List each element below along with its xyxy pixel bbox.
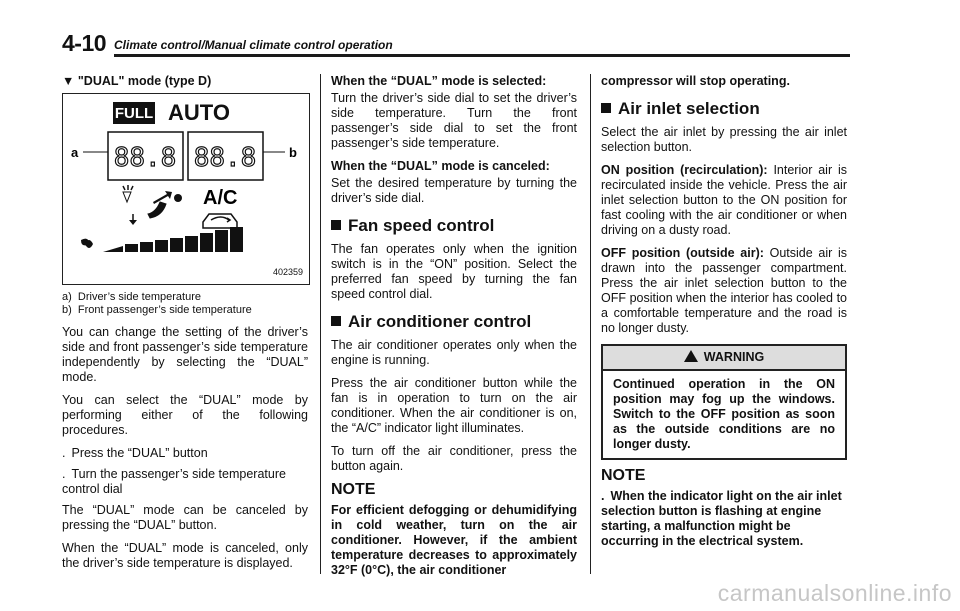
fan-speed-icon — [81, 239, 93, 248]
bullet-marker-icon: ▼ — [62, 74, 75, 88]
section-heading-text: Air conditioner control — [348, 312, 532, 331]
note-heading: NOTE — [331, 481, 376, 498]
list-item-text: Turn the passenger’s side temperature control dial — [62, 467, 286, 496]
warning-title: WARNING — [703, 350, 765, 364]
bullet-icon: . — [601, 489, 605, 503]
list-item — [601, 489, 847, 549]
section-heading — [331, 216, 577, 236]
off-position-label: OFF position (outside air): — [601, 246, 764, 260]
airflow-mode-icon — [123, 185, 182, 225]
square-bullet-icon — [331, 220, 341, 230]
list-item — [62, 467, 308, 497]
column-3 — [601, 74, 847, 555]
warning-box — [601, 344, 847, 460]
note-text: When the indicator light on the air inlet selection button is flashing at engine starting, a malfunction might be occurring in the electrical system. — [601, 489, 842, 548]
dual-mode-display-figure — [62, 93, 310, 285]
passenger-temp-segments: 88.8 — [193, 143, 257, 173]
column-2 — [331, 74, 577, 586]
car-recirculation-icon — [203, 214, 237, 228]
continued-text: compressor will stop operating. — [601, 74, 790, 88]
column-1 — [62, 74, 308, 579]
paragraph — [601, 163, 847, 238]
page-header — [62, 30, 850, 60]
page-title: Climate control/Manual climate control operation — [114, 38, 393, 52]
square-bullet-icon — [331, 316, 341, 326]
list-item-text: Press the “DUAL” button — [71, 446, 208, 460]
on-position-label: ON position (recirculation): — [601, 163, 768, 177]
figure-captions — [62, 291, 308, 317]
caption-b: b) Front passenger’s side temperature — [62, 304, 252, 316]
on-position-text: Interior air is recirculated inside the vehicle. Press the air inlet selection button to the ON position for fast cooling with the air conditioner or when driving on a dusty road. — [601, 163, 847, 237]
paragraph: The “DUAL” mode can be canceled by pressing the “DUAL” button. — [62, 503, 308, 532]
caption-a: a) Driver’s side temperature — [62, 291, 201, 303]
bullet-icon: . — [62, 446, 66, 460]
paragraph: Press the air conditioner button while the fan is in operation to turn on the air conditioner. When the air conditioner is on, the “A/C” indicator light illuminates. — [331, 376, 577, 435]
section-heading-text: Air inlet selection — [618, 99, 760, 118]
paragraph — [601, 246, 847, 336]
paragraph: Select the air inlet by pressing the air inlet selection button. — [601, 125, 847, 154]
figure-number: 402359 — [272, 267, 303, 277]
section-heading — [601, 99, 847, 119]
paragraph: The air conditioner operates only when the engine is running. — [331, 338, 577, 367]
header-rule — [114, 54, 850, 57]
auto-label: AUTO — [168, 100, 230, 125]
ac-label: A/C — [203, 187, 238, 209]
paragraph: When the “DUAL” mode is canceled, only the driver’s side temperature is displayed. — [62, 541, 308, 570]
paragraph: Turn the driver’s side dial to set the driver’s side temperature. Turn the front passenger’s side dial to set the front passenger’s side temperature. — [331, 91, 577, 150]
page-number: 4-10 — [62, 30, 107, 56]
paragraph: The fan operates only when the ignition switch is in the “ON” position. Select the preferred fan speed by turning the fan speed control dial. — [331, 242, 577, 301]
full-label: FULL — [114, 105, 154, 122]
paragraph: You can select the “DUAL” mode by performing either of the following procedures. — [62, 393, 308, 437]
section-heading-text: "DUAL" mode (type D) — [77, 74, 212, 88]
paragraph: Set the desired temperature by turning the driver’s side dial. — [331, 176, 577, 205]
section-heading — [331, 312, 577, 332]
off-position-text: Outside air is drawn into the passenger compartment. Press the air inlet selection button to the OFF position when the interior has cooled to a comfortable temperature and the road is no longer dusty. — [601, 246, 847, 335]
label-b: b — [289, 145, 297, 160]
climate-display-illustration — [63, 94, 309, 284]
column-divider — [320, 74, 321, 574]
warning-triangle-icon — [684, 350, 698, 362]
warning-text: Continued operation in the ON position may fog up the windows. Switch to the OFF position as soon as the outside conditions are no longer dusty. — [613, 377, 835, 451]
label-a: a — [71, 145, 79, 160]
watermark: carmanualsonline.info — [717, 580, 952, 606]
square-bullet-icon — [601, 103, 611, 113]
paragraph: To turn off the air conditioner, press the button again. — [331, 444, 577, 473]
subheading: When the “DUAL” mode is selected: — [331, 74, 547, 88]
section-heading-text: Fan speed control — [348, 216, 495, 235]
warning-header — [603, 346, 845, 371]
driver-temp-segments: 88.8 — [113, 143, 177, 173]
list-item — [62, 446, 308, 461]
paragraph: You can change the setting of the driver’s side and front passenger’s side temperature independently by selecting the “DUAL” mode. — [62, 325, 308, 384]
column-divider — [590, 74, 591, 574]
section-heading — [62, 74, 308, 89]
bullet-icon: . — [62, 467, 66, 481]
note-heading: NOTE — [601, 467, 646, 484]
subheading: When the “DUAL” mode is canceled: — [331, 159, 550, 173]
note-text: For efficient defogging or dehumidifying in cold weather, turn on the air conditioner. However, if the ambient temperature decreases to approximately 32°F (0°C), the air conditioner — [331, 503, 577, 577]
fan-speed-bars — [103, 227, 243, 252]
